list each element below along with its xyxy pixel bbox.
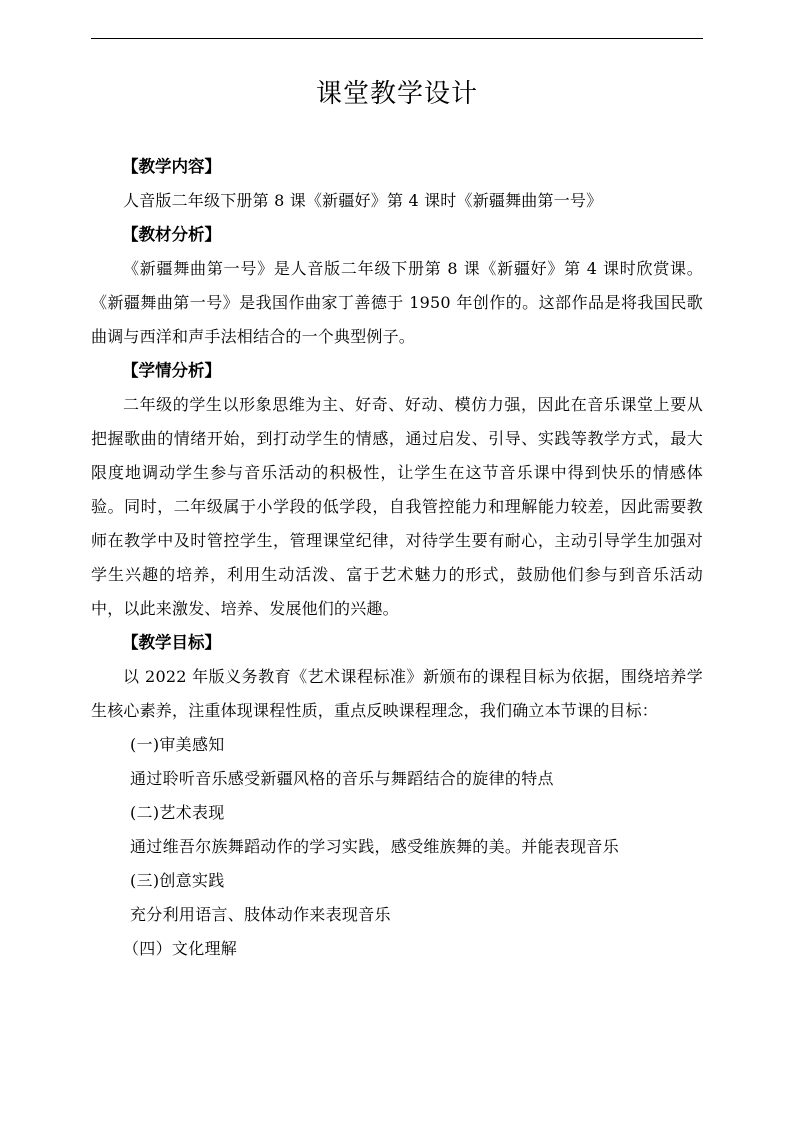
goal-text-aesthetic: 通过聆听音乐感受新疆风格的音乐与舞蹈结合的旋律的特点	[130, 769, 554, 788]
header-rule	[91, 38, 703, 39]
document-body	[91, 150, 703, 966]
section-heading-students: 【学情分析】	[122, 361, 221, 380]
section-body-material: 《新疆舞曲第一号》是人音版二年级下册第 8 课《新疆好》第 4 课时欣赏课。《新疆舞曲第一号》是我国作曲家丁善德于 1950 年创作的。这部作品是将我国民歌曲调与西洋和声手法相结合的一个典型例子。	[91, 259, 703, 346]
goal-label-expression: (二)艺术表现	[130, 803, 225, 822]
section-body-goals: 以 2022 年版义务教育《艺术课程标准》新颁布的课程目标为依据，围绕培养学生核心素养，注重体现课程性质，重点反映课程理念，我们确立本节课的目标：	[91, 667, 703, 720]
goal-text-expression: 通过维吾尔族舞蹈动作的学习实践，感受维族舞的美。并能表现音乐	[130, 837, 620, 856]
goal-label-culture: （四）文化理解	[123, 939, 238, 958]
goal-label-creative: (三)创意实践	[130, 871, 225, 890]
document-title: 课堂教学设计	[315, 79, 478, 109]
goal-text-creative: 充分利用语言、肢体动作来表现音乐	[130, 905, 391, 924]
section-body-content: 人音版二年级下册第 8 课《新疆好》第 4 课时《新疆舞曲第一号》	[123, 191, 603, 210]
section-body-students: 二年级的学生以形象思维为主、好奇、好动、模仿力强，因此在音乐课堂上要从把握歌曲的情绪开始，到打动学生的情感，通过启发、引导、实践等教学方式，最大限度地调动学生参与音乐活动的积极性，让学生在这节音乐课中得到快乐的情感体验。同时，二年级属于小学段的低学段，自我管控能力和理解能力较差，因此需要教师在教学中及时管控学生，管理课堂纪律，对待学生要有耐心，主动引导学生加强对学生兴趣的培养，利用生动活泼、富于艺术魅力的形式，鼓励他们参与到音乐活动中，以此来激发、培养、发展他们的兴趣。	[91, 395, 703, 618]
section-heading-content: 【教学内容】	[122, 157, 221, 176]
section-heading-material: 【教材分析】	[122, 225, 221, 244]
goal-label-aesthetic: (一)审美感知	[130, 735, 225, 754]
section-heading-goals: 【教学目标】	[122, 633, 221, 652]
